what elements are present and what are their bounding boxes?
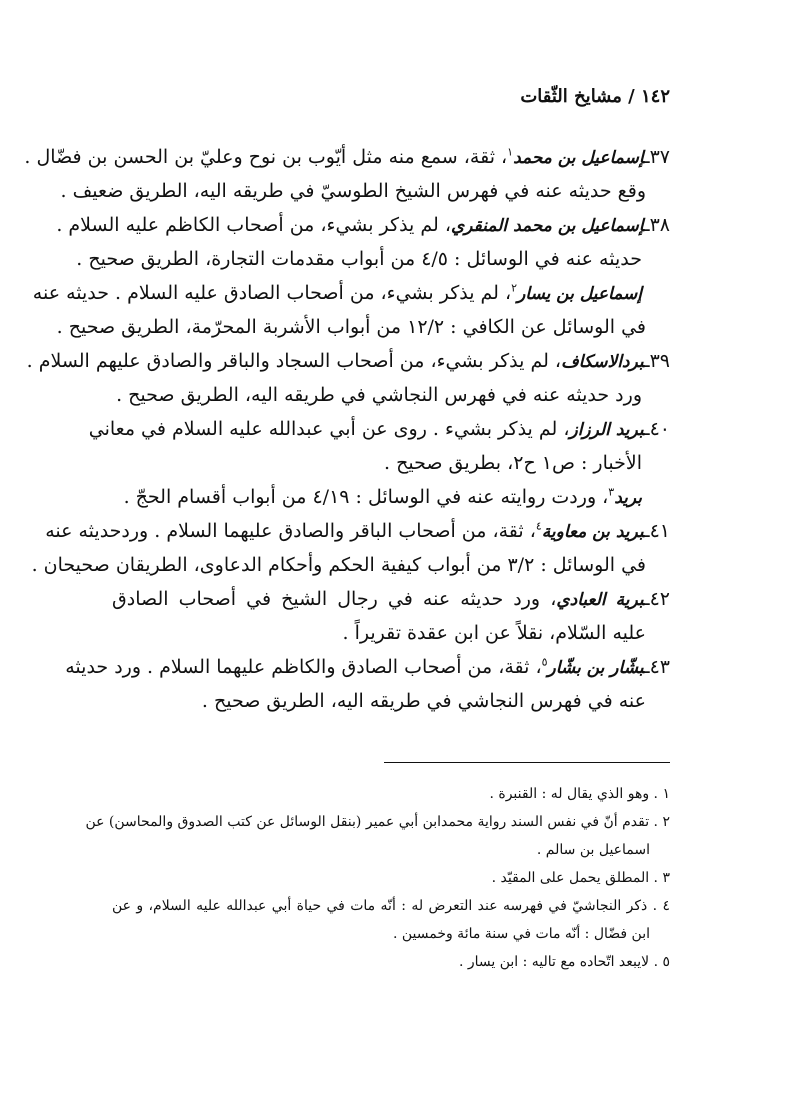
footnote-ref: ٤ <box>535 519 542 533</box>
narrator-name: بردالاسكاف <box>561 352 644 372</box>
entry-43-line-2: عنه في فهرس النجاشي في طريقه اليه، الطريق صحيح . <box>201 690 646 712</box>
narrator-name: بريد <box>614 488 642 508</box>
footnote-4-line-1: ٤ . ذكر النجاشيّ في فهرسه عند التعرض له : أنّه مات في حياة أبي عبدالله عليه السلام، و عن <box>112 898 670 914</box>
main-text <box>24 140 670 718</box>
entry-39-line-2: ورد حديثه عنه في فهرس النجاشي في طريقه اليه، الطريق صحيح . <box>116 384 642 406</box>
narrator-name: بريد الرزاز <box>569 420 644 440</box>
entry-40-line-1: ٤٠ـبريد الرزاز، لم يذكر بشيء . روى عن أبي عبدالله عليه السلام في معاني <box>88 418 670 440</box>
entry-43-line-1: ٤٣ـبشّار بن بشّار$^٥$، ثقة، من أصحاب الصادق والكاظم عليهما السلام . ورد حديثه <box>65 655 670 678</box>
footnote-divider <box>384 762 670 763</box>
entry-38-sub-line-2: في الوسائل عن الكافي : ١٢/٢ من أبواب الأشربة المحرّمة، الطريق صحيح . <box>56 316 646 338</box>
entry-37-line-2: وقع حديثه عنه في فهرس الشيخ الطوسيّ في طريقه اليه، الطريق ضعيف . <box>60 180 646 202</box>
entry-41-line-2: في الوسائل : ٣/٢ من أبواب كيفية الحكم وأحكام الدعاوى، الطريقان صحيحان . <box>31 554 646 576</box>
footnote-2-line-1: ٢ . تقدم أنّ في نفس السند رواية محمدابن أبي عمير (بنقل الوسائل عن كتب الصدوق والمحاسن) عن <box>85 814 670 830</box>
footnote-ref: ٣ <box>608 485 615 499</box>
footnote-ref: ١ <box>507 145 514 159</box>
footnote-ref: ٥ <box>541 655 548 669</box>
page-number: ١٤٢ <box>640 86 670 107</box>
entry-40-line-2: الأخبار : ص١ ح٢، بطريق صحيح . <box>384 452 642 474</box>
narrator-name: إسماعيل بن يسار <box>517 284 642 304</box>
entry-42-line-1: ٤٢ـبرية العبادي، ورد حديثه عنه في رجال الشيخ في أصحاب الصادق <box>112 588 670 610</box>
narrator-name: بشّار بن بشّار <box>547 658 644 678</box>
footnotes <box>85 780 670 976</box>
book-title: مشايخ الثّقات <box>520 86 622 107</box>
running-header <box>520 86 670 107</box>
narrator-name: برية العبادي <box>556 590 644 610</box>
footnote-5: ٥ . لايبعد اتّحاده مع تاليه : ابن يسار . <box>458 954 670 970</box>
entry-41-line-1: ٤١ـبريد بن معاوية$^٤$، ثقة، من أصحاب الباقر والصادق عليهما السلام . وردحديثه عنه <box>45 519 670 542</box>
footnote-2-line-2: اسماعيل بن سالم . <box>536 842 650 858</box>
narrator-name: إسماعيل بن محمد <box>513 148 644 168</box>
footnote-3: ٣ . المطلق يحمل على المقيّد . <box>491 870 670 886</box>
entry-40-sub-line-1: بريد$^٣$، وردت روايته عنه في الوسائل : ٤/١٩ من أبواب أقسام الحجّ . <box>123 485 642 508</box>
footnote-4-line-2: ابن فضّال : أنّه مات في سنة مائة وخمسين . <box>392 926 650 942</box>
narrator-name: إسماعيل بن محمد المنقري <box>451 216 644 236</box>
entry-37-line-1: ٣٧ـإسماعيل بن محمد$^١$، ثقة، سمع منه مثل أيّوب بن نوح وعليّ بن الحسن بن فضّال . <box>24 145 670 168</box>
header-separator: / <box>621 86 641 107</box>
narrator-name: بريد بن معاوية <box>541 522 644 542</box>
footnote-1: ١ . وهو الذي يقال له : القنبرة . <box>489 786 670 802</box>
entry-39-line-1: ٣٩ـبردالاسكاف، لم يذكر بشيء، من أصحاب السجاد والباقر والصادق عليهم السلام . <box>26 350 670 372</box>
entry-38-line-1: ٣٨ـإسماعيل بن محمد المنقري، لم يذكر بشيء، من أصحاب الكاظم عليه السلام . <box>56 214 670 236</box>
entry-42-line-2: عليه السّلام، نقلاً عن ابن عقدة تقريراً . <box>342 622 646 644</box>
entry-38-line-2: حديثه عنه في الوسائل : ٤/٥ من أبواب مقدمات التجارة، الطريق صحيح . <box>76 248 642 270</box>
entry-38-sub-line-1: إسماعيل بن يسار$^٢$، لم يذكر بشيء، من أصحاب الصادق عليه السلام . حديثه عنه <box>32 281 642 304</box>
footnote-ref: ٢ <box>511 281 518 295</box>
